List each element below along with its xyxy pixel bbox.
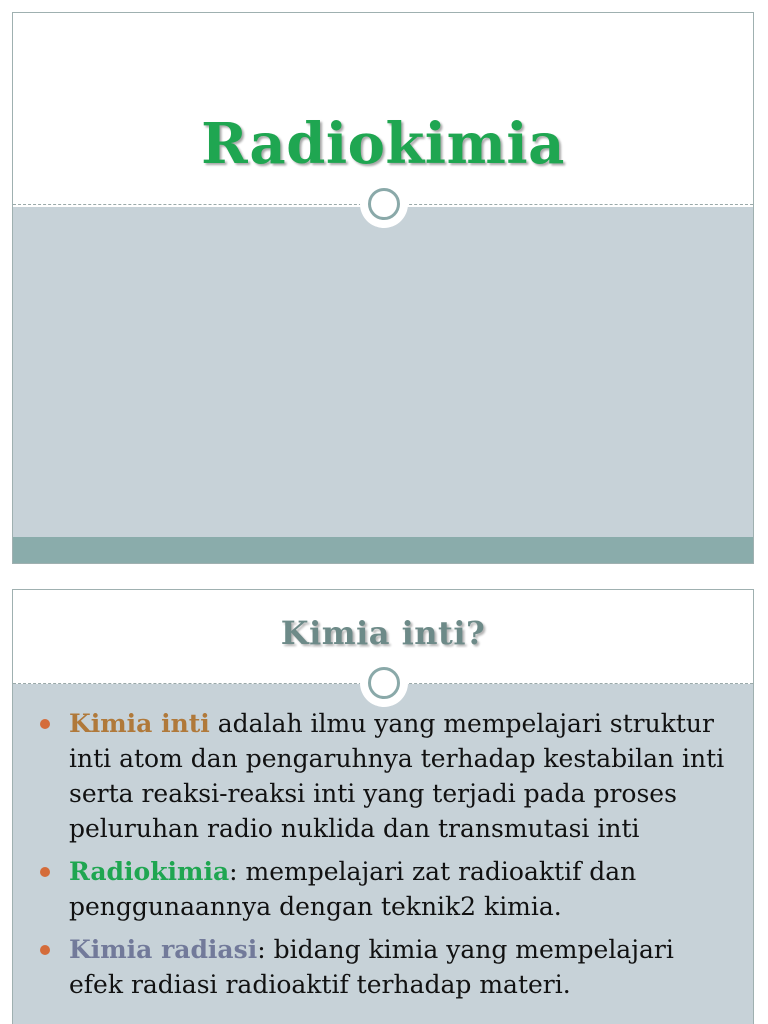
- title-area: [13, 13, 753, 207]
- bullet-item: [39, 706, 729, 846]
- bullet-term: Radiokimia: [69, 857, 230, 886]
- slide-title: Radiokimia: [201, 111, 565, 177]
- bullet-item: [39, 932, 729, 1002]
- bullet-term: Kimia radiasi: [69, 935, 258, 964]
- bullet-text: : mempelajari zat radioaktif dan penggunaannya dengan teknik2 kimia.: [69, 857, 637, 921]
- bullet-text: : bidang kimia yang mempelajari efek radiasi radioaktif terhadap materi.: [69, 935, 674, 999]
- bullet-list: [39, 706, 729, 1010]
- slide-1: [12, 12, 754, 564]
- slide-2: [12, 589, 754, 1024]
- footer-band: [13, 537, 753, 563]
- bullet-term: Kimia inti: [69, 709, 210, 738]
- bullet-dot-icon: [40, 719, 50, 729]
- bullet-text: adalah ilmu yang mempelajari struktur inti atom dan pengaruhnya terhadap kestabilan inti serta reaksi-reaksi inti yang terjadi pada proses peluruhan radio nuklida dan transmutasi inti: [69, 709, 725, 843]
- slide-title: Kimia inti?: [280, 614, 486, 652]
- bullet-item: [39, 854, 729, 924]
- ring-icon: [360, 180, 408, 228]
- bullet-dot-icon: [40, 867, 50, 877]
- ring-icon: [360, 659, 408, 707]
- bullet-dot-icon: [40, 945, 50, 955]
